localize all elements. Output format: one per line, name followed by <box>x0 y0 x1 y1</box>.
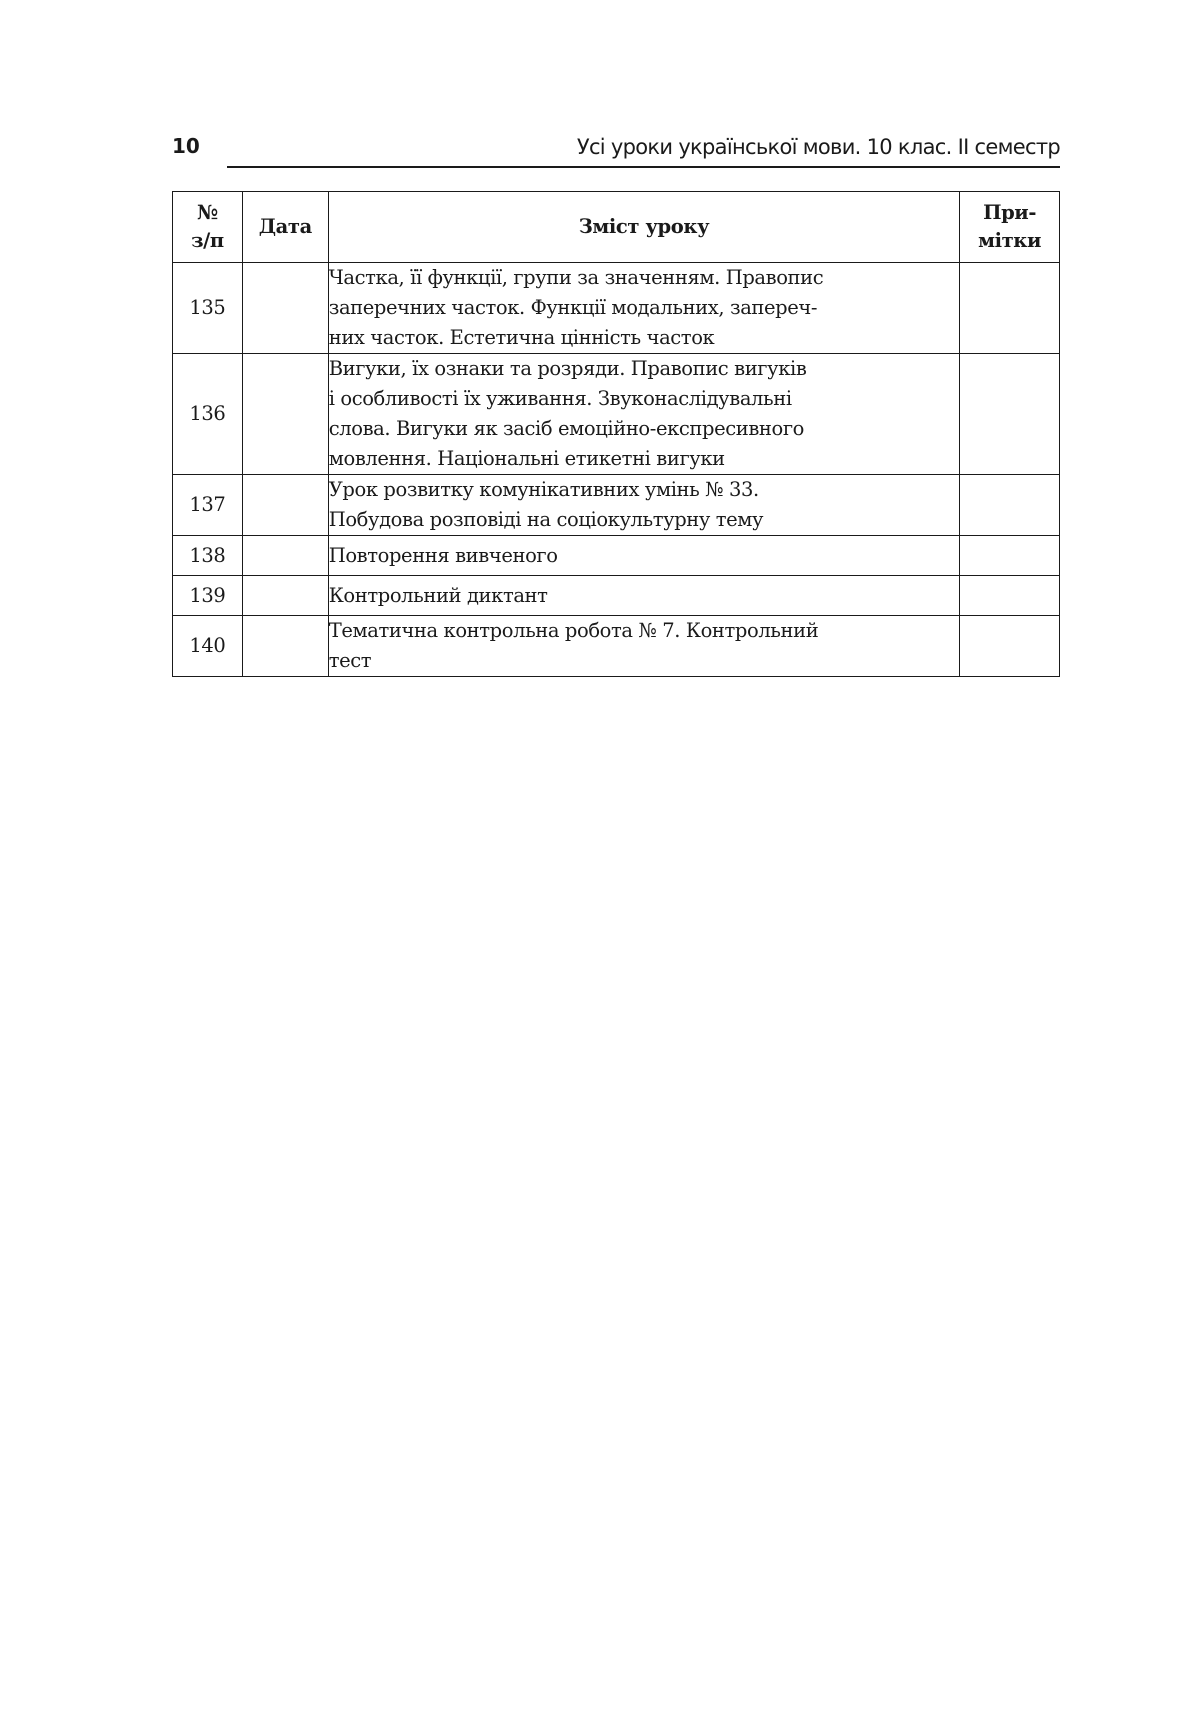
row-content-line: тест <box>328 649 372 672</box>
row-content-line: заперечних часток. Функції модальних, запереч- <box>328 296 818 319</box>
row-notes <box>960 616 1060 677</box>
column-header-notes-line2: мітки <box>978 229 1042 252</box>
row-number: 139 <box>173 576 243 616</box>
running-title: Усі уроки української мови. 10 клас. ІІ семестр <box>576 135 1060 159</box>
row-notes <box>960 354 1060 475</box>
row-number: 138 <box>173 536 243 576</box>
page-number: 10 <box>172 134 200 158</box>
table-row <box>173 475 1060 536</box>
page-header <box>172 132 1060 168</box>
row-notes <box>960 576 1060 616</box>
table-row <box>173 354 1060 475</box>
row-content <box>328 536 959 576</box>
row-content <box>328 354 959 475</box>
column-header-number-line2: з/п <box>191 229 224 252</box>
row-content-line: Вигуки, їх ознаки та розряди. Правопис вигуків <box>328 357 807 380</box>
table-row <box>173 576 1060 616</box>
row-content-line: них часток. Естетична цінність часток <box>328 326 715 349</box>
row-content-line: Побудова розповіді на соціокультурну тему <box>328 508 764 531</box>
row-content-line: Частка, її функції, групи за значенням. Правопис <box>328 266 824 289</box>
row-content-line: Контрольний диктант <box>328 584 548 607</box>
row-date <box>242 576 328 616</box>
row-content-line: слова. Вигуки як засіб емоційно-експресивного <box>328 417 805 440</box>
row-number: 135 <box>173 263 243 354</box>
column-header-number <box>173 192 243 263</box>
row-number: 140 <box>173 616 243 677</box>
table-row <box>173 616 1060 677</box>
lesson-plan-table <box>172 191 1060 677</box>
row-number: 136 <box>173 354 243 475</box>
row-content-line: і особливості їх уживання. Звуконаслідувальні <box>328 387 792 410</box>
row-content <box>328 576 959 616</box>
row-content-line: Повторення вивченого <box>328 544 558 567</box>
row-date <box>242 536 328 576</box>
column-header-date: Дата <box>242 192 328 263</box>
column-header-notes-line1: При- <box>983 201 1037 224</box>
row-notes <box>960 263 1060 354</box>
row-content <box>328 263 959 354</box>
row-content-line: мовлення. Національні етикетні вигуки <box>328 447 725 470</box>
column-header-number-line1: № <box>197 201 218 224</box>
row-notes <box>960 475 1060 536</box>
row-content <box>328 475 959 536</box>
row-number: 137 <box>173 475 243 536</box>
row-notes <box>960 536 1060 576</box>
row-date <box>242 354 328 475</box>
row-content-line: Тематична контрольна робота № 7. Контрольний <box>328 619 819 642</box>
column-header-notes <box>960 192 1060 263</box>
row-date <box>242 475 328 536</box>
row-date <box>242 616 328 677</box>
table-header-row <box>173 192 1060 263</box>
row-content-line: Урок розвитку комунікативних умінь № 33. <box>328 478 759 501</box>
column-header-content: Зміст уроку <box>328 192 959 263</box>
header-rule <box>227 166 1060 168</box>
table-row <box>173 263 1060 354</box>
table-row <box>173 536 1060 576</box>
row-date <box>242 263 328 354</box>
row-content <box>328 616 959 677</box>
